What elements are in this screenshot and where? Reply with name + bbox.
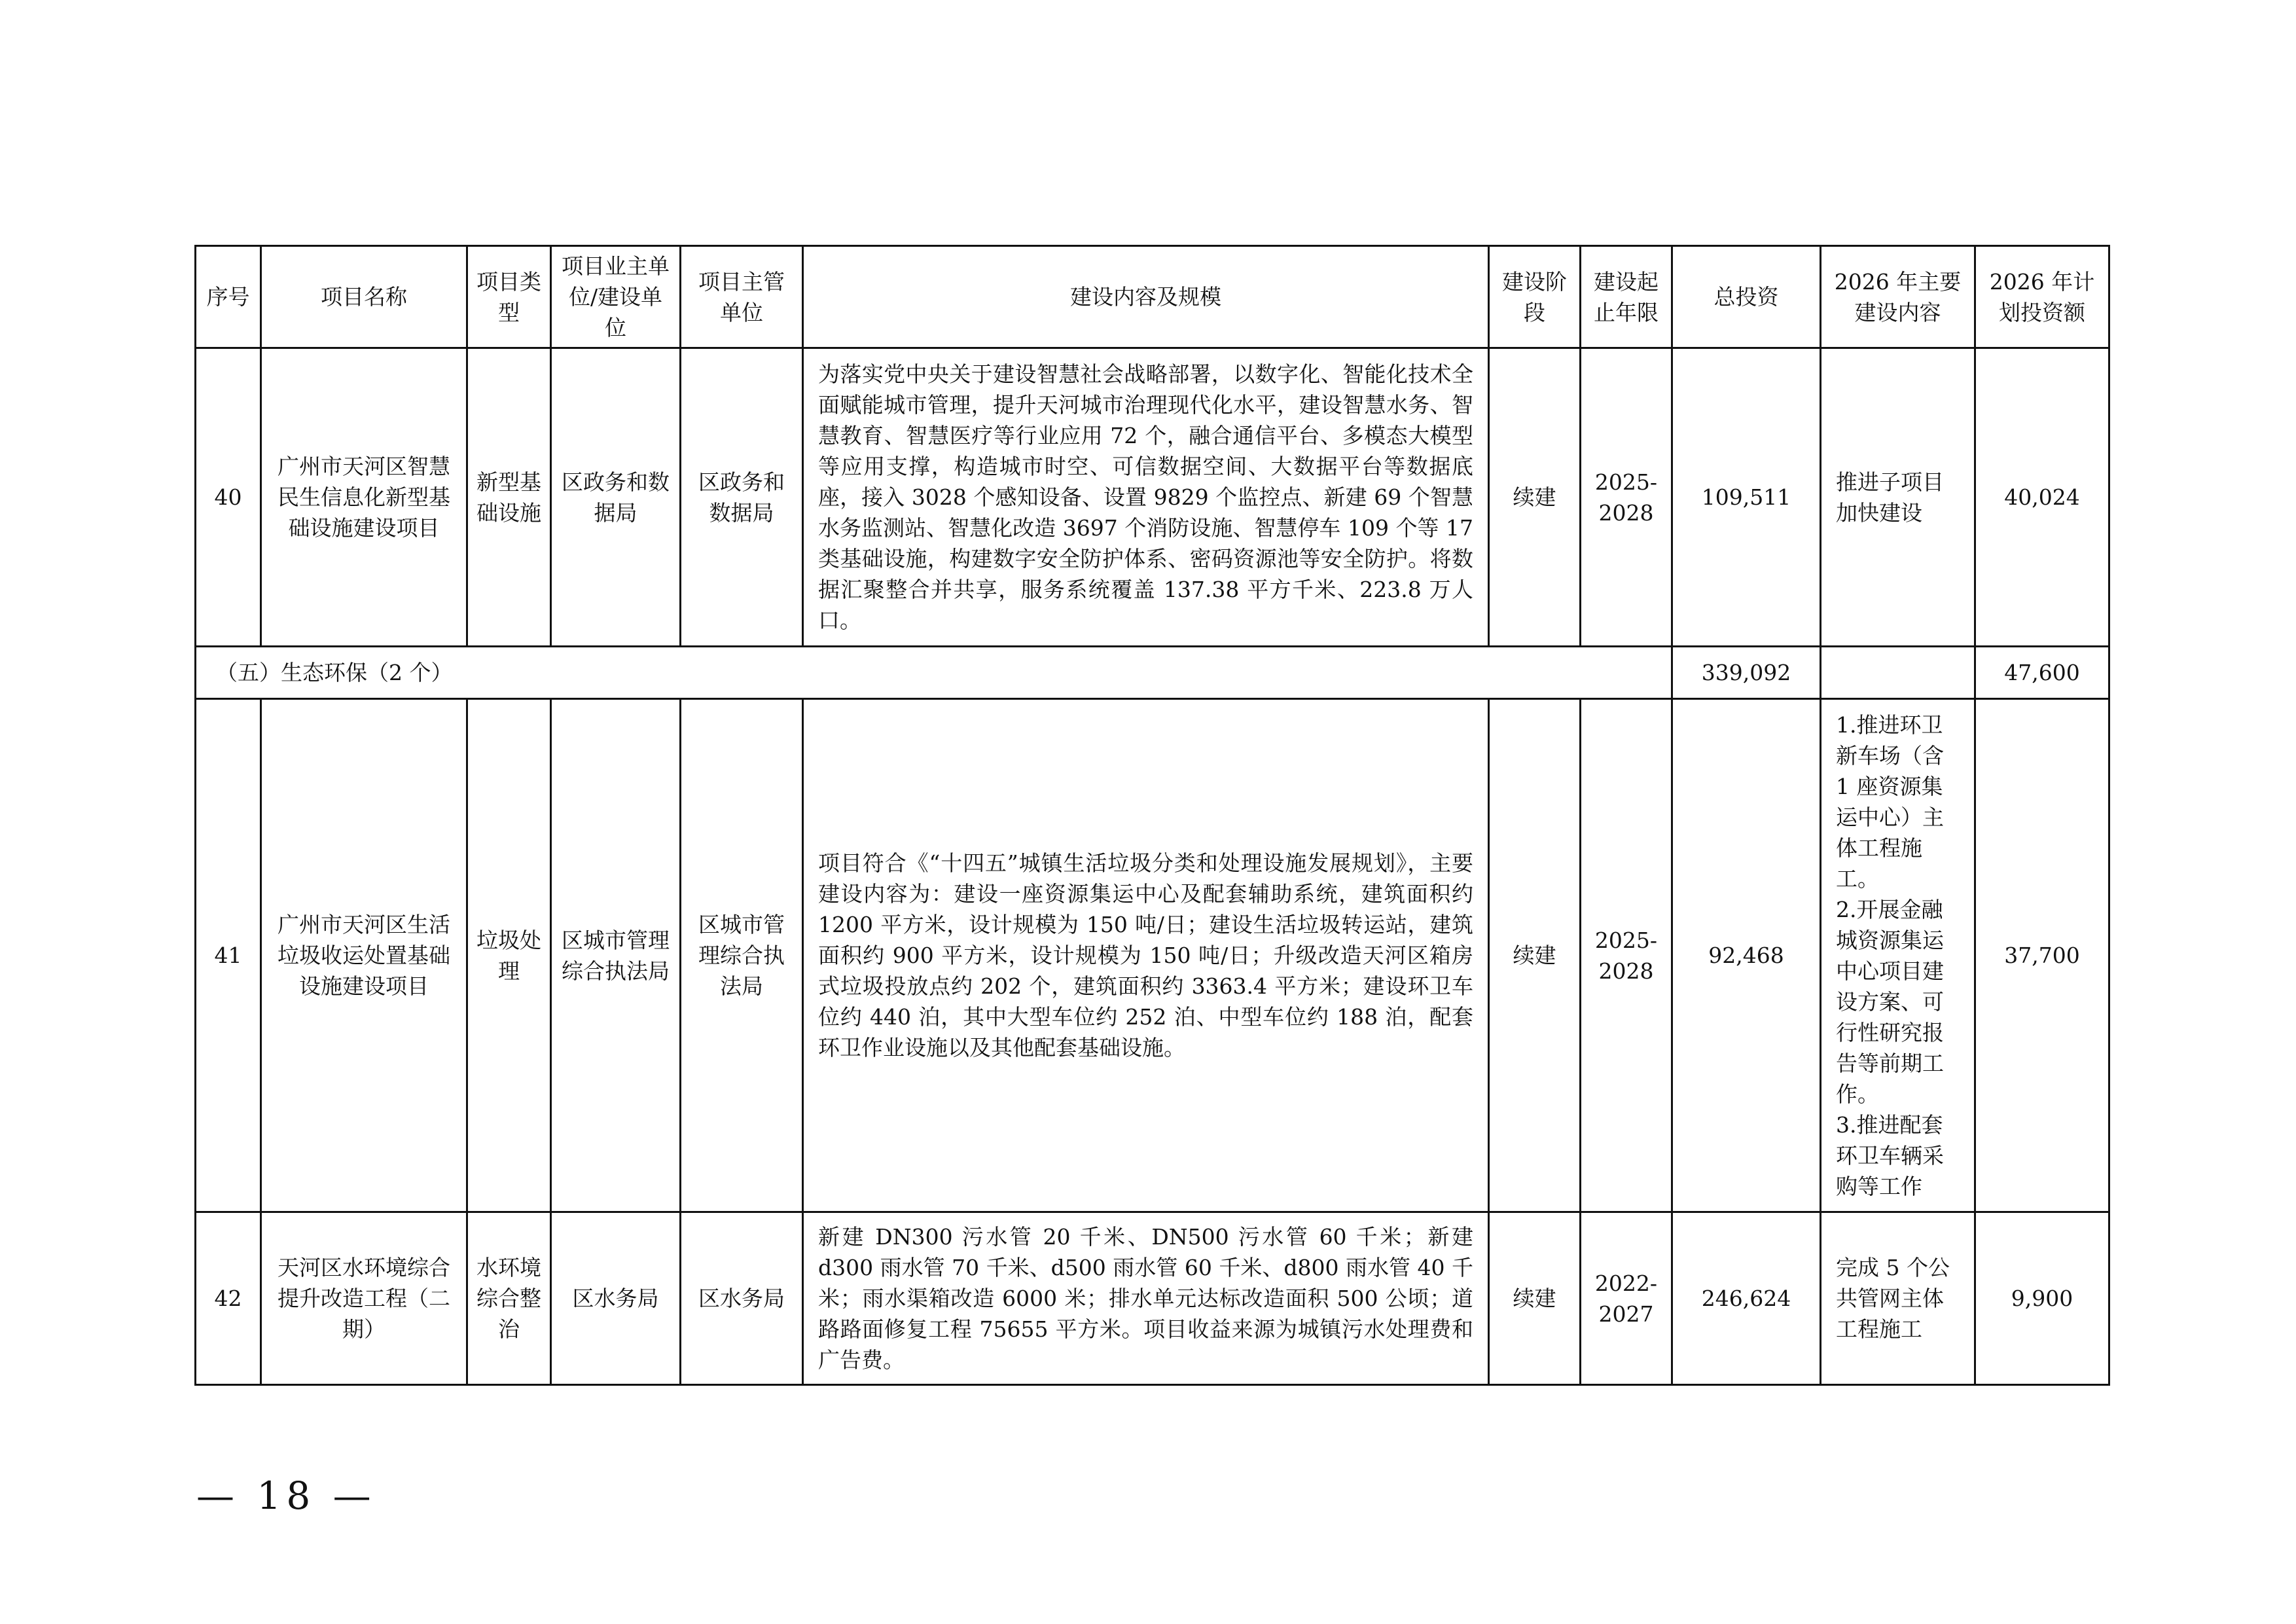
project-total: 109,511 — [1672, 348, 1821, 647]
project-type: 垃圾处理 — [467, 699, 551, 1212]
project-type: 水环境综合整治 — [467, 1212, 551, 1385]
project-plan2026 — [1821, 699, 1975, 1212]
project-invest2026: 37,700 — [1975, 699, 2109, 1212]
project-stage: 续建 — [1489, 699, 1581, 1212]
table-row — [196, 699, 2109, 1212]
header-period: 建设起止年限 — [1581, 246, 1672, 348]
project-type: 新型基础设施 — [467, 348, 551, 647]
project-supervisor: 区城市管理综合执法局 — [681, 699, 803, 1212]
header-no: 序号 — [196, 246, 261, 348]
section-invest2026: 47,600 — [1975, 647, 2109, 699]
project-content: 项目符合《“十四五”城镇生活垃圾分类和处理设施发展规划》，主要建设内容为：建设一座资源集运中心及配套辅助系统，建筑面积约 1200 平方米，设计规模为 150 吨/日；建设生活垃圾转运站，建筑面积约 900 平方米，设计规模为 150 吨/日；升级改造天河区箱房式垃圾投放点约 202 个，建筑面积约 3363.4 平方米；建设环卫车位约 440 泊，其中大型车位约 252 泊、中型车位约 188 泊，配套环卫作业设施以及其他配套基础设施。 — [803, 699, 1489, 1212]
header-stage: 建设阶段 — [1489, 246, 1581, 348]
section-label: （五）生态环保（2 个） — [196, 647, 1672, 699]
project-supervisor: 区政务和数据局 — [681, 348, 803, 647]
section-empty — [1821, 647, 1975, 699]
project-stage: 续建 — [1489, 348, 1581, 647]
project-name: 广州市天河区智慧民生信息化新型基础设施建设项目 — [261, 348, 467, 647]
header-plan2026: 2026 年主要建设内容 — [1821, 246, 1975, 348]
row-no: 40 — [196, 348, 261, 647]
project-total: 92,468 — [1672, 699, 1821, 1212]
project-period: 2025-2028 — [1581, 699, 1672, 1212]
table-row — [196, 1212, 2109, 1385]
header-name: 项目名称 — [261, 246, 467, 348]
plan-item: 3.推进配套环卫车辆采购等工作 — [1836, 1111, 1944, 1199]
project-invest2026: 9,900 — [1975, 1212, 2109, 1385]
project-content: 新建 DN300 污水管 20 千米、DN500 污水管 60 千米；新建 d300 雨水管 70 千米、d500 雨水管 60 千米、d800 雨水管 40 千米；雨水渠箱改造 6000 米；排水单元达标改造面积 500 公顷；道路路面修复工程 75655 平方米。项目收益来源为城镇污水处理费和广告费。 — [803, 1212, 1489, 1385]
project-owner: 区政务和数据局 — [551, 348, 681, 647]
section-row — [196, 647, 2109, 699]
table-row — [196, 348, 2109, 647]
header-type: 项目类型 — [467, 246, 551, 348]
row-no: 42 — [196, 1212, 261, 1385]
page-number: — 18 — — [196, 1473, 376, 1518]
project-invest2026: 40,024 — [1975, 348, 2109, 647]
plan-item: 1.推进环卫新车场（含 1 座资源集运中心）主体工程施工。 — [1836, 712, 1944, 892]
project-plan2026: 推进子项目加快建设 — [1821, 348, 1975, 647]
project-name: 天河区水环境综合提升改造工程（二期） — [261, 1212, 467, 1385]
plan-item: 2.开展金融城资源集运中心项目建设方案、可行性研究报告等前期工作。 — [1836, 896, 1944, 1107]
project-period: 2022-2027 — [1581, 1212, 1672, 1385]
project-content: 为落实党中央关于建设智慧社会战略部署，以数字化、智能化技术全面赋能城市管理，提升天河城市治理现代化水平，建设智慧水务、智慧教育、智慧医疗等行业应用 72 个，融合通信平台、多模态大模型等应用支撑，构造城市时空、可信数据空间、大数据平台等数据底座，接入 3028 个感知设备、设置 9829 个监控点、新建 69 个智慧水务监测站、智慧化改造 3697 个消防设施、智慧停车 109 个等 17 类基础设施，构建数字安全防护体系、密码资源池等安全防护。将数据汇聚整合并共享，服务系统覆盖 137.38 平方千米、223.8 万人口。 — [803, 348, 1489, 647]
project-owner: 区水务局 — [551, 1212, 681, 1385]
project-table — [194, 245, 2110, 1386]
project-plan2026: 完成 5 个公共管网主体工程施工 — [1821, 1212, 1975, 1385]
header-invest2026: 2026 年计划投资额 — [1975, 246, 2109, 348]
project-total: 246,624 — [1672, 1212, 1821, 1385]
project-owner: 区城市管理综合执法局 — [551, 699, 681, 1212]
section-total: 339,092 — [1672, 647, 1821, 699]
table-header-row — [196, 246, 2109, 348]
project-period: 2025-2028 — [1581, 348, 1672, 647]
project-name: 广州市天河区生活垃圾收运处置基础设施建设项目 — [261, 699, 467, 1212]
project-stage: 续建 — [1489, 1212, 1581, 1385]
header-owner: 项目业主单位/建设单位 — [551, 246, 681, 348]
header-content: 建设内容及规模 — [803, 246, 1489, 348]
row-no: 41 — [196, 699, 261, 1212]
header-supervisor: 项目主管单位 — [681, 246, 803, 348]
header-total: 总投资 — [1672, 246, 1821, 348]
project-supervisor: 区水务局 — [681, 1212, 803, 1385]
